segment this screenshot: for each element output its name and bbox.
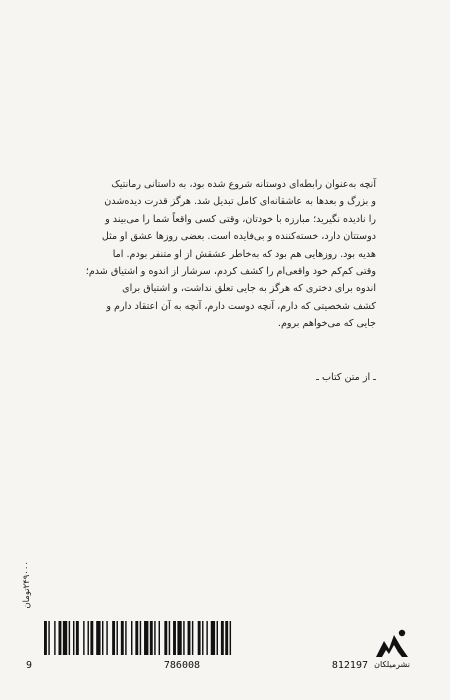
publisher-name: نشرمیلکان <box>374 660 410 669</box>
excerpt-line: اندوه برای دختری که هرگز به جایی تعلق نداشت، و اشتیاق برای <box>122 283 376 295</box>
excerpt-line: آنچه به‌عنوان رابطه‌ای دوستانه شروع شده بود، به داستانی رمانتیک <box>111 179 376 190</box>
excerpt-line: را نادیده نگیرید؛ مبارزه با خودتان، وقتی کسی واقعاً شما را می‌بیند و <box>105 213 376 225</box>
excerpt-line: هدیه بود. روزهایی هم بود که به‌خاطر عشقش از او متنفر بودم. اما <box>112 248 376 260</box>
barcode-bars <box>26 621 368 655</box>
price-label: ۲۴۹۰۰۰تومان <box>22 561 32 609</box>
excerpt-line: جایی که می‌خواهم بروم. <box>277 318 376 330</box>
isbn-digits <box>26 657 368 671</box>
excerpt-line: وقتی کم‌کم خود واقعی‌ام را کشف کردم، سرشار از اندوه و اشتیاق شدم؛ <box>85 266 376 278</box>
isbn-group-2: 812197 <box>331 660 368 671</box>
isbn-group-1: 786008 <box>163 660 201 671</box>
book-excerpt <box>73 176 376 333</box>
excerpt-line: دوستتان دارد، خسته‌کننده و بی‌فایده است. بعضی روزها عشق او مثل <box>101 231 376 243</box>
excerpt-line: کشف شخصیتی که دارم، آنچه دوست دارم، آنچه به آن اعتقاد دارم و <box>106 300 376 312</box>
isbn-lead-digit: 9 <box>26 660 33 671</box>
excerpt-line: و بزرگ و بعدها به عاشقانه‌ای کامل تبدیل شد. هرگز قدرت دیده‌شدن <box>104 196 376 208</box>
isbn-barcode <box>26 621 368 676</box>
excerpt-source: ـ از متن کتاب ـ <box>316 372 376 383</box>
